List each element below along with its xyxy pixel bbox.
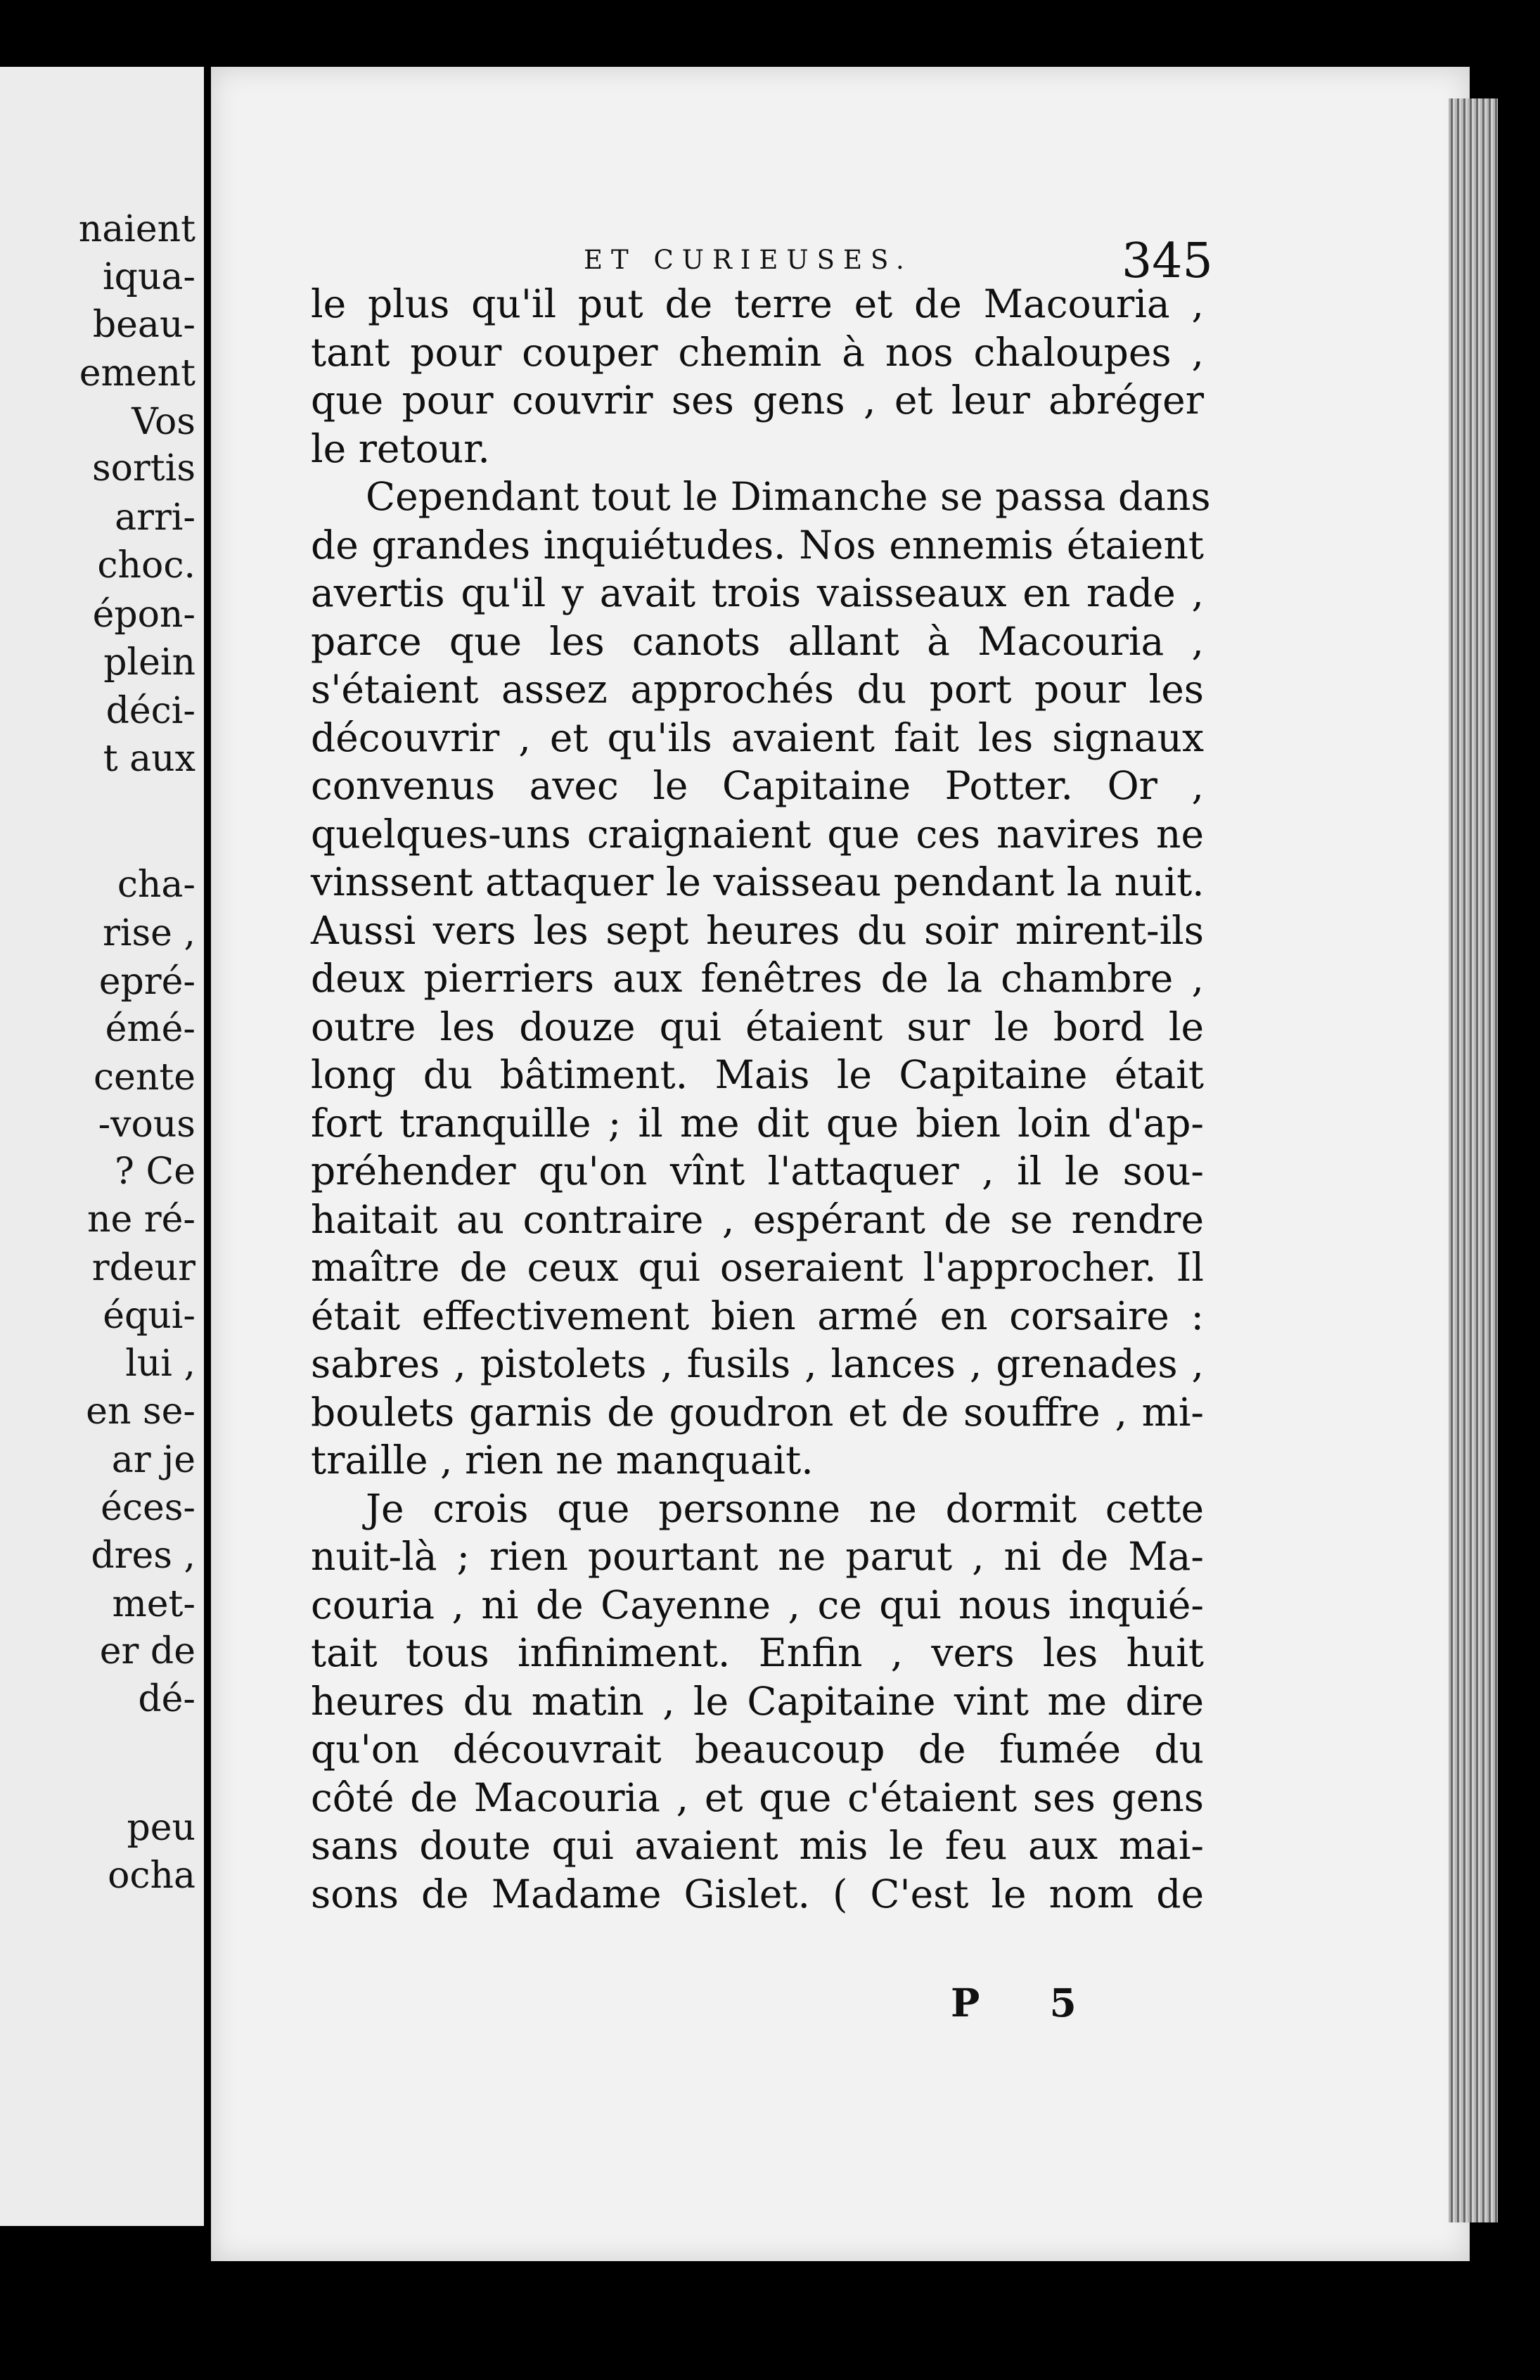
text-line: maître de ceux qui oseraient l'approcher. Il <box>311 1245 1204 1290</box>
left-page-text-fragment: en se- <box>86 1390 195 1433</box>
left-page-text-fragment: naient <box>78 208 195 250</box>
left-page-text-fragment: épon- <box>92 594 195 636</box>
left-page-text-fragment: rdeur <box>91 1247 195 1289</box>
left-page-text-fragment: sortis <box>91 447 195 490</box>
left-page-text-fragment: iqua- <box>103 256 195 298</box>
left-page-text-fragment: lui , <box>125 1343 195 1385</box>
text-line: sons de Madame Gislet. ( C'est le nom de <box>311 1871 1204 1917</box>
text-line: le plus qu'il put de terre et de Macouria , <box>311 281 1204 326</box>
signature-mark: P 5 <box>951 1980 1105 2026</box>
text-line: sabres , pistolets , fusils , lances , grenades , <box>311 1341 1204 1386</box>
text-line: que pour couvrir ses gens , et leur abréger <box>311 378 1204 423</box>
text-line: était effectivement bien armé en corsaire : <box>311 1293 1204 1338</box>
left-page-text-fragment: met- <box>112 1583 195 1625</box>
left-page-text-fragment: émé- <box>105 1008 195 1050</box>
left-page-text-fragment: cente <box>93 1056 195 1099</box>
text-line: tait tous infiniment. Enfin , vers les huit <box>311 1630 1204 1675</box>
text-line: deux pierriers aux fenêtres de la chambre , <box>311 956 1204 1001</box>
text-line: vinssent attaquer le vaisseau pendant la nuit. <box>311 859 1205 904</box>
text-line: couria , ni de Cayenne , ce qui nous inquié- <box>311 1582 1204 1627</box>
page-number: 345 <box>1122 233 1213 289</box>
text-line: Cependant tout le Dimanche se passa dans <box>366 474 1211 519</box>
text-line: s'étaient assez approchés du port pour les <box>311 667 1204 712</box>
left-page-text-fragment: dé- <box>138 1678 195 1720</box>
text-line: traille , rien ne manquait. <box>311 1438 814 1483</box>
left-page-text-fragment: arri- <box>115 497 195 539</box>
left-page-text-fragment: epré- <box>98 961 195 1003</box>
text-line: fort tranquille ; il me dit que bien loin d'ap- <box>311 1100 1204 1146</box>
left-page-text-fragment: rise , <box>102 912 195 954</box>
text-line: qu'on découvrait beaucoup de fumée du <box>311 1727 1204 1772</box>
left-page-text-fragment: ? Ce <box>115 1151 195 1193</box>
left-page-text-fragment: déci- <box>105 690 195 732</box>
left-page-text-fragment: équi- <box>103 1295 195 1337</box>
left-page-text-fragment: -vous <box>98 1103 195 1146</box>
left-page-text-fragment: ement <box>79 352 195 395</box>
text-line: avertis qu'il y avait trois vaisseaux en rade , <box>311 570 1204 615</box>
text-line: Je crois que personne ne dormit cette <box>366 1485 1204 1531</box>
left-page-text-fragment: dres , <box>91 1535 195 1577</box>
previous-page-fragment <box>0 67 204 2226</box>
text-line: convenus avec le Capitaine Potter. Or , <box>311 763 1204 808</box>
left-page-text-fragment: éces- <box>101 1487 195 1529</box>
left-page-text-fragment: ocha <box>108 1855 195 1897</box>
left-page-text-fragment: er de <box>99 1630 195 1672</box>
text-line: côté de Macouria , et que c'étaient ses gens <box>311 1774 1204 1820</box>
running-head: ET CURIEUSES. <box>584 245 913 275</box>
text-line: quelques-uns craignaient que ces navires ne <box>311 811 1204 857</box>
left-page-text-fragment: cha- <box>117 864 195 906</box>
text-line: préhender qu'on vînt l'attaquer , il le sou- <box>311 1149 1204 1194</box>
left-page-text-fragment: ne ré- <box>87 1198 195 1241</box>
body-text <box>311 280 1211 1918</box>
text-line: de grandes inquiétudes. Nos ennemis étaient <box>311 522 1204 568</box>
left-page-text-fragment: t aux <box>103 738 195 780</box>
left-page-text-fragment: ar je <box>111 1439 195 1481</box>
left-page-text-fragment: beau- <box>92 304 195 346</box>
text-line: outre les douze qui étaient sur le bord le <box>311 1004 1204 1049</box>
text-line: découvrir , et qu'ils avaient fait les signaux <box>311 715 1204 760</box>
text-line: haitait au contraire , espérant de se rendre <box>311 1196 1204 1242</box>
text-line: boulets garnis de goudron et de souffre , mi- <box>311 1389 1204 1435</box>
text-line: le retour. <box>311 426 490 471</box>
text-line: nuit-là ; rien pourtant ne parut , ni de Ma- <box>311 1534 1204 1579</box>
left-page-text-fragment: Vos <box>131 401 195 443</box>
text-line: sans doute qui avaient mis le feu aux mai- <box>311 1823 1204 1868</box>
page-edge-stack <box>1449 98 1498 2222</box>
left-page-text-fragment: choc. <box>97 544 195 587</box>
left-page-text-fragment: plein <box>103 641 195 684</box>
text-line: parce que les canots allant à Macouria , <box>311 618 1204 664</box>
text-line: tant pour couper chemin à nos chaloupes , <box>311 329 1204 375</box>
text-line: long du bâtiment. Mais le Capitaine était <box>311 1052 1204 1097</box>
text-line: heures du matin , le Capitaine vint me dire <box>311 1678 1204 1724</box>
text-line: Aussi vers les sept heures du soir mirent-ils <box>311 907 1204 953</box>
left-page-text-fragment: peu <box>127 1807 195 1849</box>
